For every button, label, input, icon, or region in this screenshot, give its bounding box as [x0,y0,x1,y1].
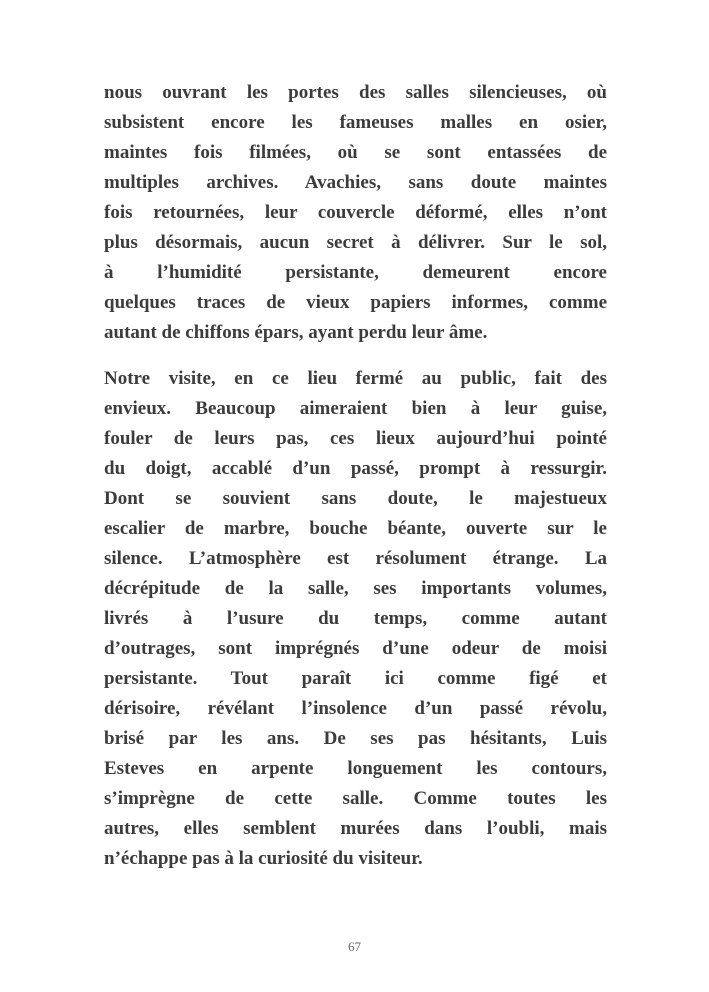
paragraph-1 [104,78,607,348]
text-line: silence. L’atmosphère est résolument étrange. La [104,548,607,569]
text-line: Esteves en arpente longuement les contours, [104,758,607,779]
text-line: autant de chiffons épars, ayant perdu leur âme. [104,322,488,343]
text-line: à l’humidité persistante, demeurent encore [104,262,607,283]
paragraph-2 [104,364,607,874]
text-line: Dont se souvient sans doute, le majestueux [104,488,607,509]
text-line: autres, elles semblent murées dans l’oubli, mais [104,818,607,839]
text-line: décrépitude de la salle, ses importants volumes, [104,578,607,599]
text-line: fois retournées, leur couvercle déformé, elles n’ont [104,202,607,223]
text-line: multiples archives. Avachies, sans doute maintes [104,172,607,193]
text-line: n’échappe pas à la curiosité du visiteur. [104,848,423,869]
text-line: envieux. Beaucoup aimeraient bien à leur guise, [104,398,607,419]
text-line: persistante. Tout paraît ici comme figé et [104,668,607,689]
text-line: d’outrages, sont imprégnés d’une odeur de moisi [104,638,607,659]
page-number: 67 [348,939,361,954]
text-line: plus désormais, aucun secret à délivrer. Sur le sol, [104,232,607,253]
text-line: dérisoire, révélant l’insolence d’un passé révolu, [104,698,607,719]
text-line: Notre visite, en ce lieu fermé au public, fait des [104,368,607,389]
text-line: brisé par les ans. De ses pas hésitants, Luis [104,728,607,749]
text-line: escalier de marbre, bouche béante, ouverte sur le [104,518,607,539]
page-text [104,78,607,874]
text-line: livrés à l’usure du temps, comme autant [104,608,607,629]
text-line: s’imprègne de cette salle. Comme toutes les [104,788,607,809]
text-line: fouler de leurs pas, ces lieux aujourd’hui pointé [104,428,607,449]
text-line: nous ouvrant les portes des salles silencieuses, où [104,82,607,103]
text-line: quelques traces de vieux papiers informes, comme [104,292,607,313]
text-line: du doigt, accablé d’un passé, prompt à ressurgir. [104,458,607,479]
text-line: maintes fois filmées, où se sont entassées de [104,142,607,163]
text-line: subsistent encore les fameuses malles en osier, [104,112,607,133]
